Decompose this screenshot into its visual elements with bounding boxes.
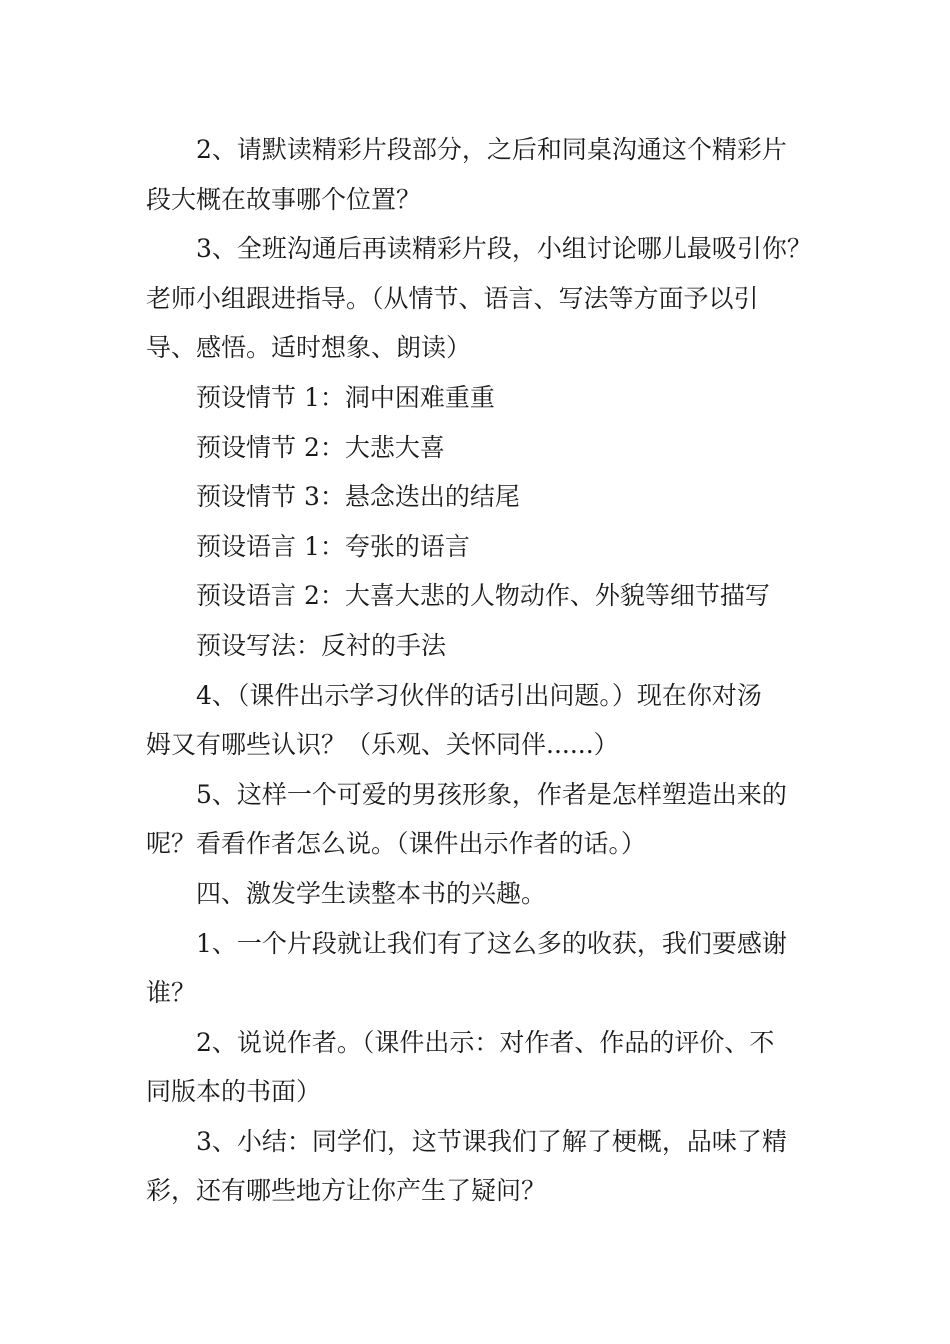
text-line: 预设情节 2：大悲大喜 [196, 432, 445, 462]
text-line: 3、小结：同学们，这节课我们了解了梗概，品味了精 [196, 1126, 787, 1156]
text-line: 呢？看看作者怎么说。（课件出示作者的话。） [146, 829, 647, 859]
text-line: 导、感悟。适时想象、朗读） [146, 333, 472, 363]
text-line: 4、（课件出示学习伙伴的话引出问题。）现在你对汤 [196, 680, 762, 710]
text-line: 同版本的书面） [146, 1077, 322, 1107]
text-line: 2、说说作者。（课件出示：对作者、作品的评价、不 [196, 1027, 775, 1057]
text-line: 姆又有哪些认识？（乐观、关怀同伴......） [146, 730, 619, 760]
text-line: 老师小组跟进指导。（从情节、语言、写法等方面予以引 [146, 283, 759, 313]
text-line: 预设写法：反衬的手法 [196, 630, 447, 660]
text-line: 3、全班沟通后再读精彩片段，小组讨论哪儿最吸引你？ [196, 234, 812, 264]
document-body [146, 125, 836, 1216]
text-line: 彩，还有哪些地方让你产生了疑问？ [146, 1176, 547, 1206]
text-line: 四、激发学生读整本书的兴趣。 [196, 878, 547, 908]
text-line: 预设语言 2：大喜大悲的人物动作、外貌等细节描写 [196, 581, 770, 611]
text-line: 1、一个片段就让我们有了这么多的收获，我们要感谢 [196, 928, 787, 958]
text-line: 2、请默读精彩片段部分，之后和同桌沟通这个精彩片 [196, 135, 787, 164]
text-line: 5、这样一个可爱的男孩形象，作者是怎样塑造出来的 [196, 779, 787, 809]
text-line: 预设情节 3：悬念迭出的结尾 [196, 482, 520, 512]
text-line: 谁？ [146, 978, 197, 1008]
text-line: 预设情节 1：洞中困难重重 [196, 382, 495, 412]
text-line: 预设语言 1：夸张的语言 [196, 531, 470, 561]
text-line: 段大概在故事哪个位置？ [146, 184, 422, 214]
